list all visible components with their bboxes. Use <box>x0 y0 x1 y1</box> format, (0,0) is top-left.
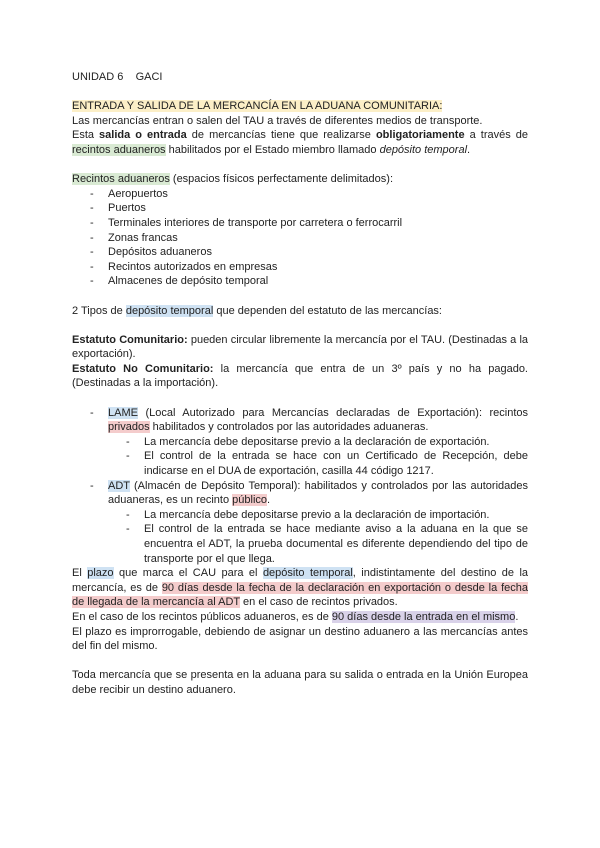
intro-line-1: Las mercancías entran o salen del TAU a través de diferentes medios de transporte. <box>72 114 483 127</box>
section-title: ENTRADA Y SALIDA DE LA MERCANCÍA EN LA ADUANA COMUNITARIA: <box>72 100 443 113</box>
estatuto-comunitario: Estatuto Comunitario: pueden circular libremente la mercancía por el TAU. (Destinadas a la exportación). <box>72 333 529 361</box>
list-item: - Recintos autorizados en empresas <box>90 260 278 273</box>
list-item: - Almacenes de depósito temporal <box>90 275 269 288</box>
adt-item: - ADT (Almacén de Depósito Temporal): habilitados y controlados por las autoridades aduaneras, es un recinto público. - La mercancía debe depositarse previo a la declaración de importación. - El control de la entrada se hace mediante aviso a la aduana en la que se encuentra el ADT, la prueba documental es diferente dependiendo del tipo de transporte por el que llega. <box>90 479 528 565</box>
unit-header <box>72 70 528 85</box>
estatuto-no-comunitario: Estatuto No Comunitario: la mercancía que entra de un 3º país y no ha pagado. (Destinadas a la importación). <box>72 362 528 390</box>
lame-item: - LAME (Local Autorizado para Mercancías declaradas de Exportación): recintos privados habilitados y controlados por las autoridades aduaneras. - La mercancía debe depositarse previo a la declaración de exportación. - El control de la entrada se hace con un Certificado de Recepción, debe indicarse en el DUA de exportación, casilla 44 código 1217. <box>90 406 528 478</box>
deposito-types-list <box>72 406 528 567</box>
intro-paragraph-2: Esta salida o entrada de mercancías tiene que realizarse obligatoriamente a través de recintos aduaneros habilitados por el Estado miembro llamado depósito temporal. <box>72 129 528 156</box>
list-item: - La mercancía debe depositarse previo a la declaración de exportación. <box>126 435 490 448</box>
list-item: - La mercancía debe depositarse previo a la declaración de importación. <box>126 508 490 521</box>
recintos-list <box>72 187 528 289</box>
tipos-paragraph: 2 Tipos de depósito temporal que dependen del estatuto de las mercancías: <box>72 304 442 317</box>
list-item: - El control de la entrada se hace mediante aviso a la aduana en la que se encuentra el ADT, la prueba documental es diferente dependiendo del tipo de transporte por el que llega. <box>126 523 528 565</box>
list-item: - El control de la entrada se hace con un Certificado de Recepción, debe indicarse en el DUA de exportación, casilla 44 código 1217. <box>126 450 528 478</box>
list-item: - Terminales interiores de transporte por carretera o ferrocarril <box>90 216 403 229</box>
document-body <box>72 70 528 698</box>
list-item: - Aeropuertos <box>90 187 168 200</box>
plazo-paragraph: El plazo que marca el CAU para el depósito temporal, indistintamente del destino de la mercancía, es de 90 días desde la fecha de la declaración en exportación o desde la fecha de llegada de la mercancía al ADT en el caso de recintos privados. <box>72 567 528 609</box>
list-item: - Zonas francas <box>90 231 178 244</box>
list-item: - Puertos <box>90 202 146 215</box>
final-paragraph: Toda mercancía que se presenta en la aduana para su salida o entrada en la Unión Europea debe recibir un destino aduanero. <box>72 669 528 696</box>
list-item: - Depósitos aduaneros <box>90 246 212 259</box>
course-label: GACI <box>135 71 163 83</box>
adt-sublist <box>108 508 528 566</box>
lame-sublist <box>108 435 528 479</box>
plazo-improrrogable: El plazo es improrrogable, debiendo de asignar un destino aduanero a las mercancías antes del fin del mismo. <box>72 625 528 653</box>
plazo-publicos: En el caso de los recintos públicos aduaneros, es de 90 días desde la entrada en el mismo. <box>72 610 519 623</box>
recintos-heading: Recintos aduaneros (espacios físicos perfectamente delimitados): <box>72 173 393 186</box>
unit-label: UNIDAD 6 <box>72 71 124 83</box>
